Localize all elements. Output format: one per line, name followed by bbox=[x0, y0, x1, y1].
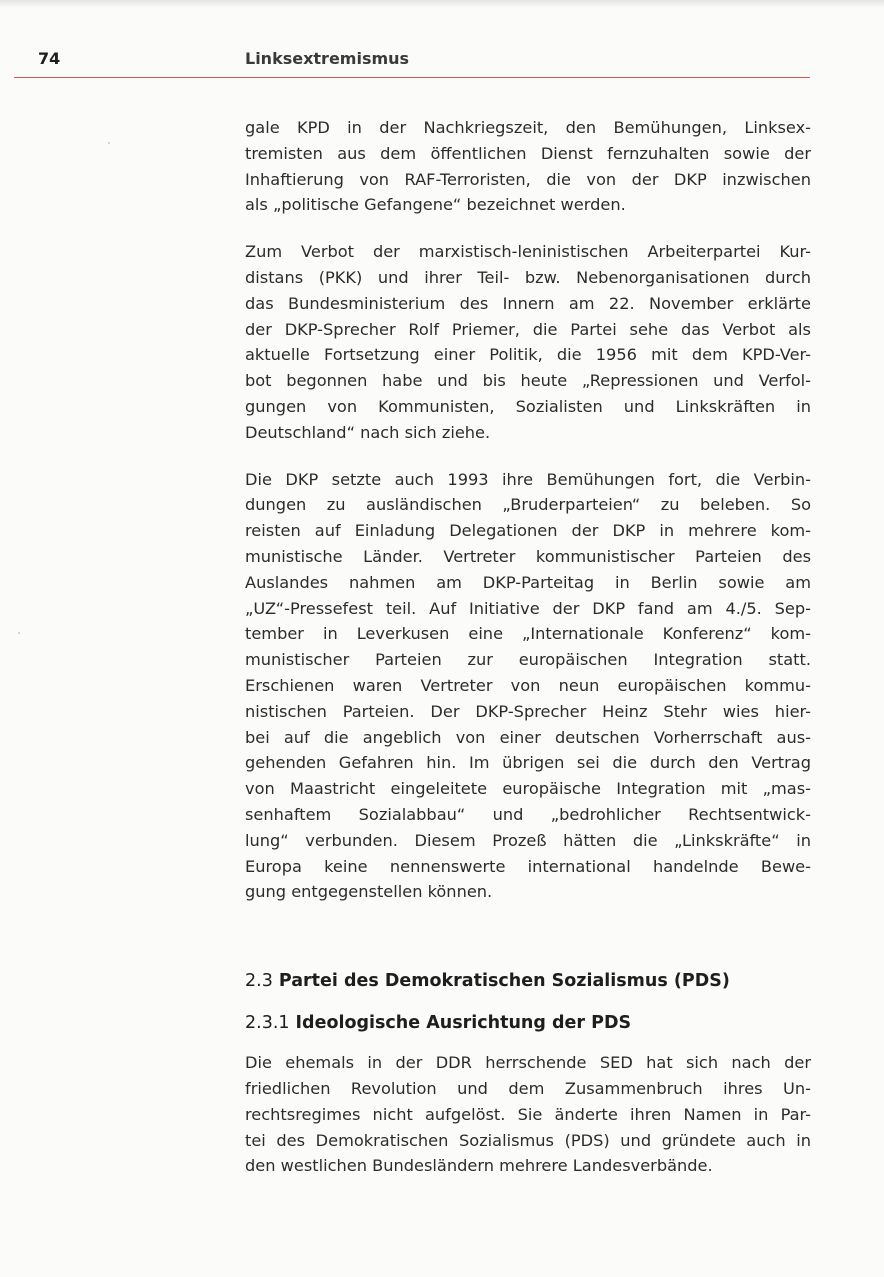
text-line: tei des Demokratischen Sozialismus (PDS) und gründete auch in bbox=[245, 1130, 811, 1150]
text-line: tember in Leverkusen eine „Internationale Konferenz“ kom- bbox=[245, 624, 811, 644]
subsection-number: 2.3.1 bbox=[245, 1013, 290, 1034]
text-line: „UZ“-Pressefest teil. Auf Initiative der DKP fand am 4./5. Sep- bbox=[245, 598, 811, 618]
text-line: nistischen Parteien. Der DKP-Sprecher Heinz Stehr wies hier- bbox=[245, 701, 811, 721]
text-line: als „politische Gefangene“ bezeichnet werden. bbox=[245, 195, 626, 215]
text-line: munistische Länder. Vertreter kommunistischer Parteien des bbox=[245, 546, 811, 566]
text-line: munistischer Parteien zur europäischen Integration statt. bbox=[245, 650, 811, 670]
page-number: 74 bbox=[38, 49, 61, 68]
paragraph-3 bbox=[245, 467, 811, 906]
page-top-edge bbox=[0, 0, 884, 8]
text-line: bei auf die angeblich von einer deutschen Vorherrschaft aus- bbox=[245, 727, 811, 747]
page-header bbox=[0, 40, 884, 80]
text-line: Deutschland“ nach sich ziehe. bbox=[245, 422, 491, 442]
text-line: rechtsregimes nicht aufgelöst. Sie änderte ihren Namen in Par- bbox=[245, 1104, 811, 1124]
text-line: lung“ verbunden. Diesem Prozeß hätten die „Linkskräfte“ in bbox=[245, 830, 811, 850]
text-line: Auslandes nahmen am DKP-Parteitag in Berlin sowie am bbox=[245, 572, 811, 592]
text-line: friedlichen Revolution und dem Zusammenbruch ihres Un- bbox=[245, 1078, 811, 1098]
paragraph-4 bbox=[245, 1050, 811, 1179]
paragraph-1 bbox=[245, 115, 811, 218]
text-line: gungen von Kommunisten, Sozialisten und Linkskräften in bbox=[245, 396, 811, 416]
main-content bbox=[245, 115, 811, 1200]
text-line: Die ehemals in der DDR herrschende SED hat sich nach der bbox=[245, 1053, 811, 1073]
text-line: gung entgegenstellen können. bbox=[245, 882, 493, 902]
section-number: 2.3 bbox=[245, 971, 273, 992]
subsection-heading bbox=[245, 1010, 811, 1036]
text-line: dungen zu ausländischen „Bruderparteien“ zu beleben. So bbox=[245, 495, 811, 515]
paragraph-2 bbox=[245, 239, 811, 445]
section-title: Partei des Demokratischen Sozialismus (PDS) bbox=[278, 971, 730, 992]
text-line: den westlichen Bundesländern mehrere Landesverbände. bbox=[245, 1156, 713, 1176]
text-line: der DKP-Sprecher Rolf Priemer, die Partei sehe das Verbot als bbox=[245, 319, 811, 339]
section-spacer bbox=[245, 926, 811, 968]
text-line: gehenden Gefahren hin. Im übrigen sei die durch den Vertrag bbox=[245, 753, 811, 773]
scan-speck bbox=[18, 632, 20, 634]
text-line: Europa keine nennenswerte international handelnde Bewe- bbox=[245, 856, 811, 876]
text-line: das Bundesministerium des Innern am 22. November erklärte bbox=[245, 293, 811, 313]
text-line: Erschienen waren Vertreter von neun europäischen kommu- bbox=[245, 675, 811, 695]
text-line: reisten auf Einladung Delegationen der DKP in mehrere kom- bbox=[245, 521, 811, 541]
header-rule bbox=[14, 77, 810, 78]
text-line: senhaftem Sozialabbau“ und „bedrohlicher Rechtsentwick- bbox=[245, 804, 811, 824]
scan-speck bbox=[108, 142, 110, 144]
text-line: von Maastricht eingeleitete europäische Integration mit „mas- bbox=[245, 779, 811, 799]
text-line: aktuelle Fortsetzung einer Politik, die 1956 mit dem KPD-Ver- bbox=[245, 345, 811, 365]
text-line: Inhaftierung von RAF-Terroristen, die von der DKP inzwischen bbox=[245, 169, 811, 189]
text-line: distans (PKK) und ihrer Teil- bzw. Nebenorganisationen durch bbox=[245, 267, 811, 287]
section-heading bbox=[245, 968, 811, 994]
text-line: tremisten aus dem öffentlichen Dienst fernzuhalten sowie der bbox=[245, 143, 811, 163]
text-line: gale KPD in der Nachkriegszeit, den Bemühungen, Linksex- bbox=[245, 118, 811, 137]
text-line: bot begonnen habe und bis heute „Repressionen und Verfol- bbox=[245, 371, 811, 391]
running-title: Linksextremismus bbox=[245, 49, 410, 68]
subsection-title: Ideologische Ausrichtung der PDS bbox=[295, 1013, 632, 1034]
text-line: Zum Verbot der marxistisch-leninistischen Arbeiterpartei Kur- bbox=[245, 242, 811, 262]
text-line: Die DKP setzte auch 1993 ihre Bemühungen fort, die Verbin- bbox=[245, 469, 811, 489]
